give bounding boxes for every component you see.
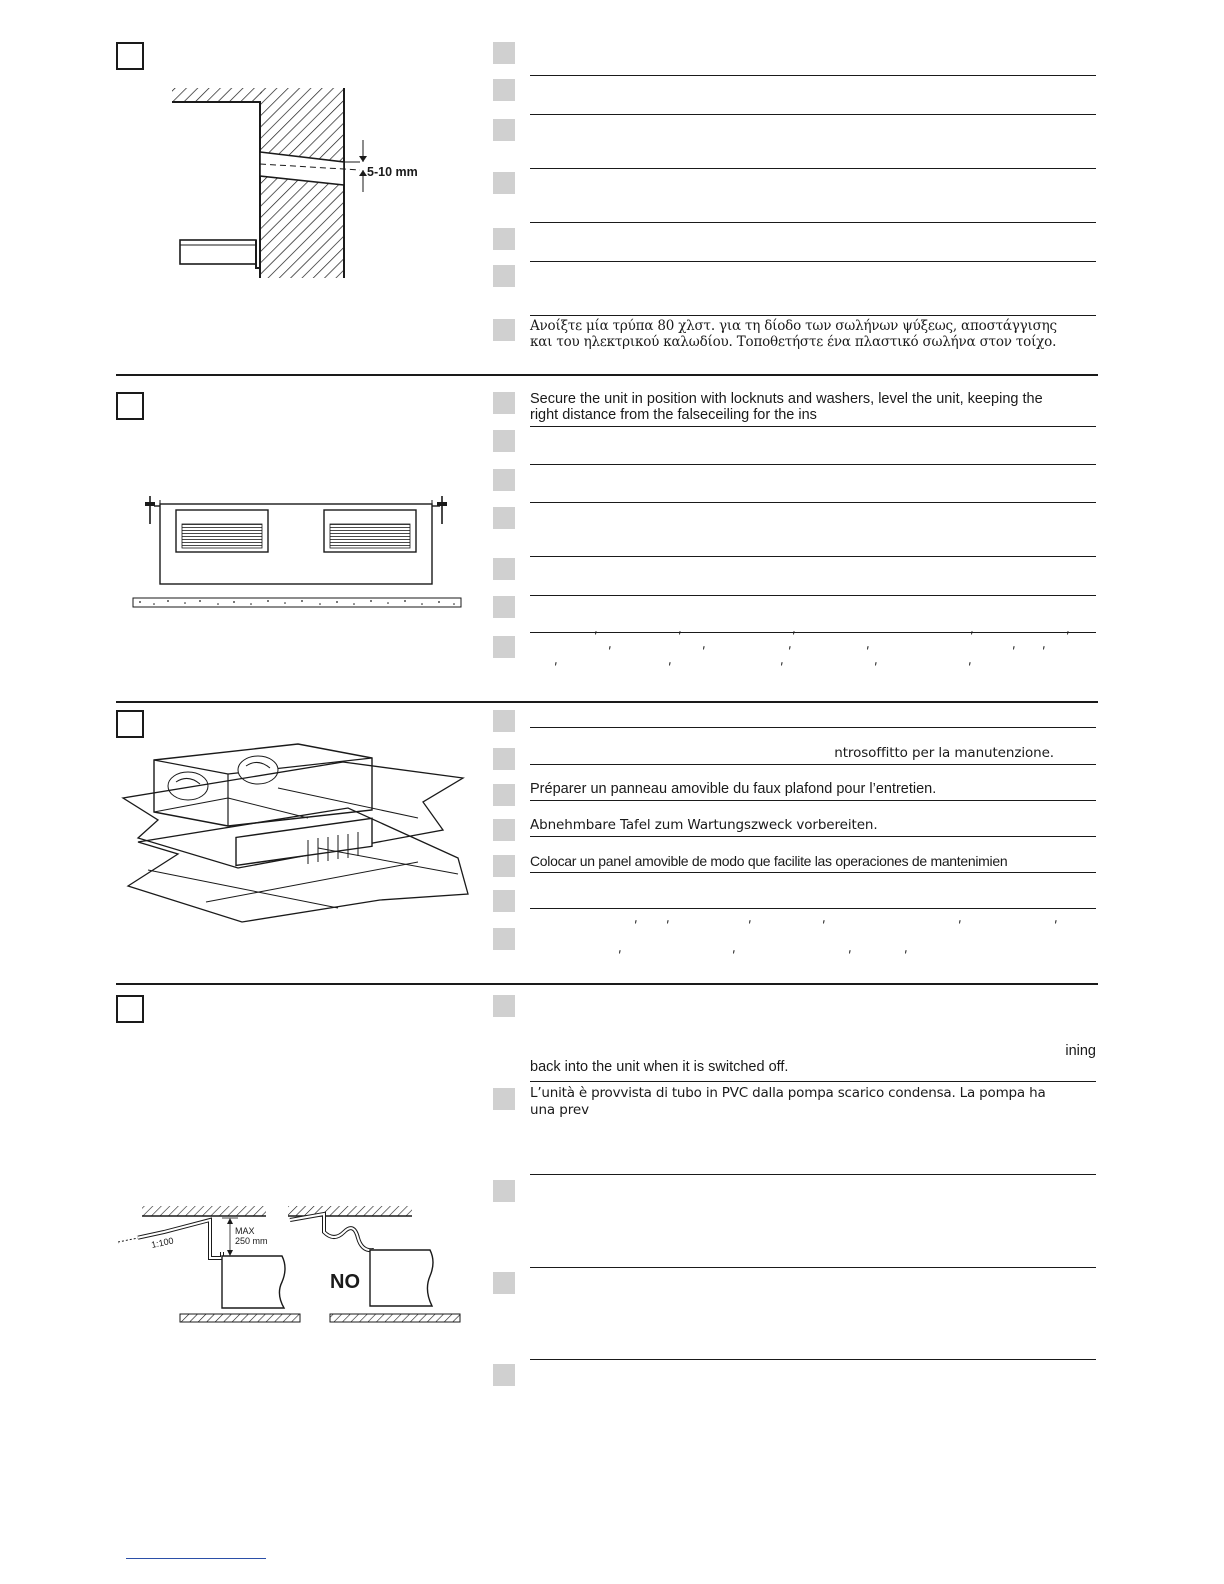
text-line	[530, 764, 1096, 765]
text-line	[530, 1174, 1096, 1175]
english-text-line-1: Secure the unit in position with locknuts and washers, level the unit, keeping the	[530, 391, 1043, 407]
section-4-marker	[116, 995, 144, 1023]
language-marker	[493, 430, 515, 452]
language-marker	[493, 1088, 515, 1110]
language-marker	[493, 890, 515, 912]
italian-text-line-2: una prev	[530, 1102, 589, 1118]
accent-marks: ʹ ʹ ʹ ʹ ʹ	[594, 631, 1070, 646]
text-line	[530, 1359, 1096, 1360]
italian-text-fragment: ntrosoffitto per la manutenzione.	[834, 745, 1054, 761]
german-text-line: Abnehmbare Tafel zum Wartungszweck vorbereiten.	[530, 817, 878, 833]
text-line	[530, 595, 1096, 596]
english-text-line-2: back into the unit when it is switched off.	[530, 1059, 789, 1075]
french-text-line: Préparer un panneau amovible du faux plafond pour l’entretien.	[530, 781, 937, 797]
text-line	[530, 261, 1096, 262]
text-line	[530, 836, 1096, 837]
no-label: NO	[330, 1271, 360, 1293]
accent-marks: ʹ ʹ ʹ ʹ ʹ ʹ	[608, 646, 1046, 661]
max-label: MAX	[235, 1226, 255, 1236]
footer-rule	[126, 1558, 266, 1559]
greek-text-line-2: και του ηλεκτρικού καλωδίου. Τοποθετήστε ένα πλαστικό σωλήνα στον τοίχο.	[530, 334, 1057, 350]
accent-marks: ʹ ʹ ʹ ʹ	[618, 950, 908, 965]
dimension-label: 5-10 mm	[367, 165, 418, 179]
text-line	[530, 222, 1096, 223]
wall-hole-figure	[160, 80, 450, 285]
language-marker	[493, 855, 515, 877]
language-marker	[493, 228, 515, 250]
section-divider	[116, 374, 1098, 376]
english-text-line-2: right distance from the falseceiling for the ins	[530, 407, 817, 423]
text-line	[530, 908, 1096, 909]
language-marker	[493, 995, 515, 1017]
language-marker	[493, 928, 515, 950]
italian-text-line-1: L’unità è provvista di tubo in PVC dalla pompa scarico condensa. La pompa ha	[530, 1085, 1046, 1101]
text-line	[530, 464, 1096, 465]
english-text-fragment: ining	[1065, 1043, 1096, 1059]
false-ceiling-panel-figure	[118, 738, 480, 924]
language-marker	[493, 748, 515, 770]
drain-pipe-figure	[118, 1198, 463, 1328]
language-marker	[493, 79, 515, 101]
language-marker	[493, 172, 515, 194]
height-label: 250 mm	[235, 1236, 268, 1246]
section-1-marker	[116, 42, 144, 70]
language-marker	[493, 469, 515, 491]
language-marker	[493, 42, 515, 64]
language-marker	[493, 319, 515, 341]
unit-mounting-figure	[130, 490, 465, 615]
language-marker	[493, 507, 515, 529]
text-line	[530, 800, 1096, 801]
text-line	[530, 114, 1096, 115]
text-line	[530, 556, 1096, 557]
language-marker	[493, 819, 515, 841]
language-marker	[493, 558, 515, 580]
text-line	[530, 75, 1096, 76]
language-marker	[493, 392, 515, 414]
section-divider	[116, 983, 1098, 985]
accent-marks: ʹ ʹ ʹ ʹ ʹ ʹ	[634, 920, 1058, 935]
text-line	[530, 1081, 1096, 1082]
greek-text-line-1: Ανοίξτε μία τρύπα 80 χλστ. για τη δίοδο των σωλήνων ψύξεως, αποστάγγισης	[530, 318, 1057, 334]
text-line	[530, 315, 1096, 316]
text-line	[530, 426, 1096, 427]
spanish-text-line: Colocar un panel amovible de modo que facilite las operaciones de mantenimien	[530, 853, 1008, 869]
language-marker	[493, 265, 515, 287]
slope-label: 1:100	[150, 1235, 175, 1250]
language-marker	[493, 784, 515, 806]
language-marker	[493, 119, 515, 141]
text-line	[530, 502, 1096, 503]
language-marker	[493, 1272, 515, 1294]
section-3-marker	[116, 710, 144, 738]
text-line	[530, 168, 1096, 169]
accent-marks: ʹ ʹ ʹ ʹ ʹ	[554, 662, 972, 677]
language-marker	[493, 1180, 515, 1202]
text-line	[530, 727, 1096, 728]
language-marker	[493, 636, 515, 658]
language-marker	[493, 710, 515, 732]
section-divider	[116, 701, 1098, 703]
language-marker	[493, 596, 515, 618]
language-marker	[493, 1364, 515, 1386]
text-line	[530, 872, 1096, 873]
section-2-marker	[116, 392, 144, 420]
text-line	[530, 1267, 1096, 1268]
